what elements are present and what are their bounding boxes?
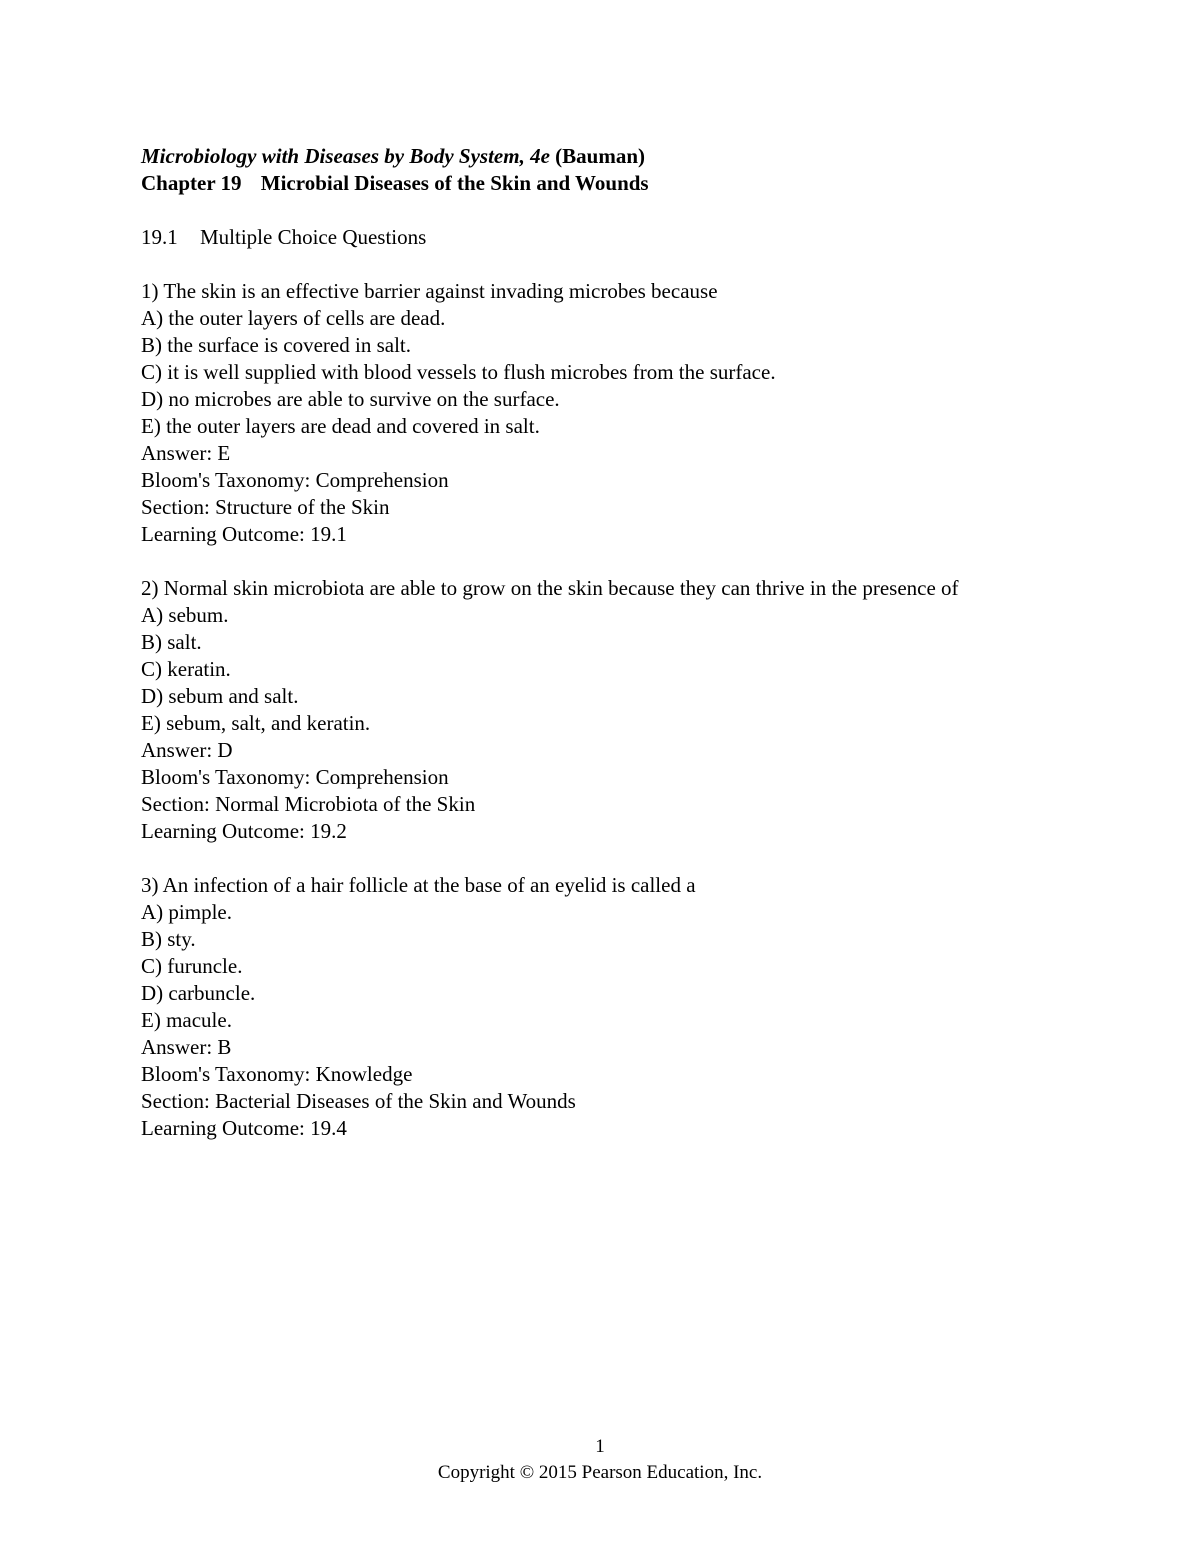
question-stem: 2) Normal skin microbiota are able to grow on the skin because they can thrive in the presence of bbox=[141, 576, 959, 600]
section-title: Multiple Choice Questions bbox=[200, 225, 427, 249]
option-a: A) sebum. bbox=[141, 603, 229, 627]
question-stem: 1) The skin is an effective barrier against invading microbes because bbox=[141, 279, 718, 303]
option-e: E) the outer layers are dead and covered in salt. bbox=[141, 414, 540, 438]
learning-outcome: Learning Outcome: 19.4 bbox=[141, 1116, 347, 1140]
option-b: B) salt. bbox=[141, 630, 202, 654]
section-number: 19.1 bbox=[141, 225, 178, 249]
answer: Answer: E bbox=[141, 441, 231, 465]
question-stem: 3) An infection of a hair follicle at the base of an eyelid is called a bbox=[141, 873, 696, 897]
answer: Answer: B bbox=[141, 1035, 232, 1059]
section-reference: Section: Structure of the Skin bbox=[141, 495, 390, 519]
page-content bbox=[141, 143, 1101, 1169]
spacer bbox=[141, 197, 1101, 224]
option-d: D) carbuncle. bbox=[141, 981, 256, 1005]
question-2 bbox=[141, 575, 1101, 845]
learning-outcome: Learning Outcome: 19.2 bbox=[141, 819, 347, 843]
book-author: (Bauman) bbox=[555, 144, 645, 168]
book-title: Microbiology with Diseases by Body System, 4e bbox=[141, 144, 550, 168]
option-d: D) no microbes are able to survive on the surface. bbox=[141, 387, 560, 411]
learning-outcome: Learning Outcome: 19.1 bbox=[141, 522, 347, 546]
option-a: A) the outer layers of cells are dead. bbox=[141, 306, 446, 330]
chapter-title: Microbial Diseases of the Skin and Wounds bbox=[260, 171, 649, 195]
option-c: C) it is well supplied with blood vessels to flush microbes from the surface. bbox=[141, 360, 776, 384]
blooms-taxonomy: Bloom's Taxonomy: Comprehension bbox=[141, 468, 449, 492]
question-3 bbox=[141, 872, 1101, 1142]
option-d: D) sebum and salt. bbox=[141, 684, 299, 708]
option-b: B) sty. bbox=[141, 927, 196, 951]
chapter-number: Chapter 19 bbox=[141, 171, 242, 195]
book-title-line bbox=[141, 143, 1101, 170]
blooms-taxonomy: Bloom's Taxonomy: Knowledge bbox=[141, 1062, 413, 1086]
question-1 bbox=[141, 278, 1101, 548]
answer: Answer: D bbox=[141, 738, 233, 762]
spacer bbox=[141, 251, 1101, 278]
copyright-notice: Copyright © 2015 Pearson Education, Inc. bbox=[437, 1462, 763, 1483]
option-c: C) furuncle. bbox=[141, 954, 243, 978]
section-reference: Section: Bacterial Diseases of the Skin and Wounds bbox=[141, 1089, 576, 1113]
option-e: E) sebum, salt, and keratin. bbox=[141, 711, 371, 735]
option-b: B) the surface is covered in salt. bbox=[141, 333, 411, 357]
page-number: 1 bbox=[595, 1436, 605, 1457]
option-e: E) macule. bbox=[141, 1008, 232, 1032]
section-reference: Section: Normal Microbiota of the Skin bbox=[141, 792, 476, 816]
option-a: A) pimple. bbox=[141, 900, 232, 924]
blooms-taxonomy: Bloom's Taxonomy: Comprehension bbox=[141, 765, 449, 789]
option-c: C) keratin. bbox=[141, 657, 231, 681]
section-heading bbox=[141, 224, 1101, 251]
chapter-title-line bbox=[141, 170, 1101, 197]
